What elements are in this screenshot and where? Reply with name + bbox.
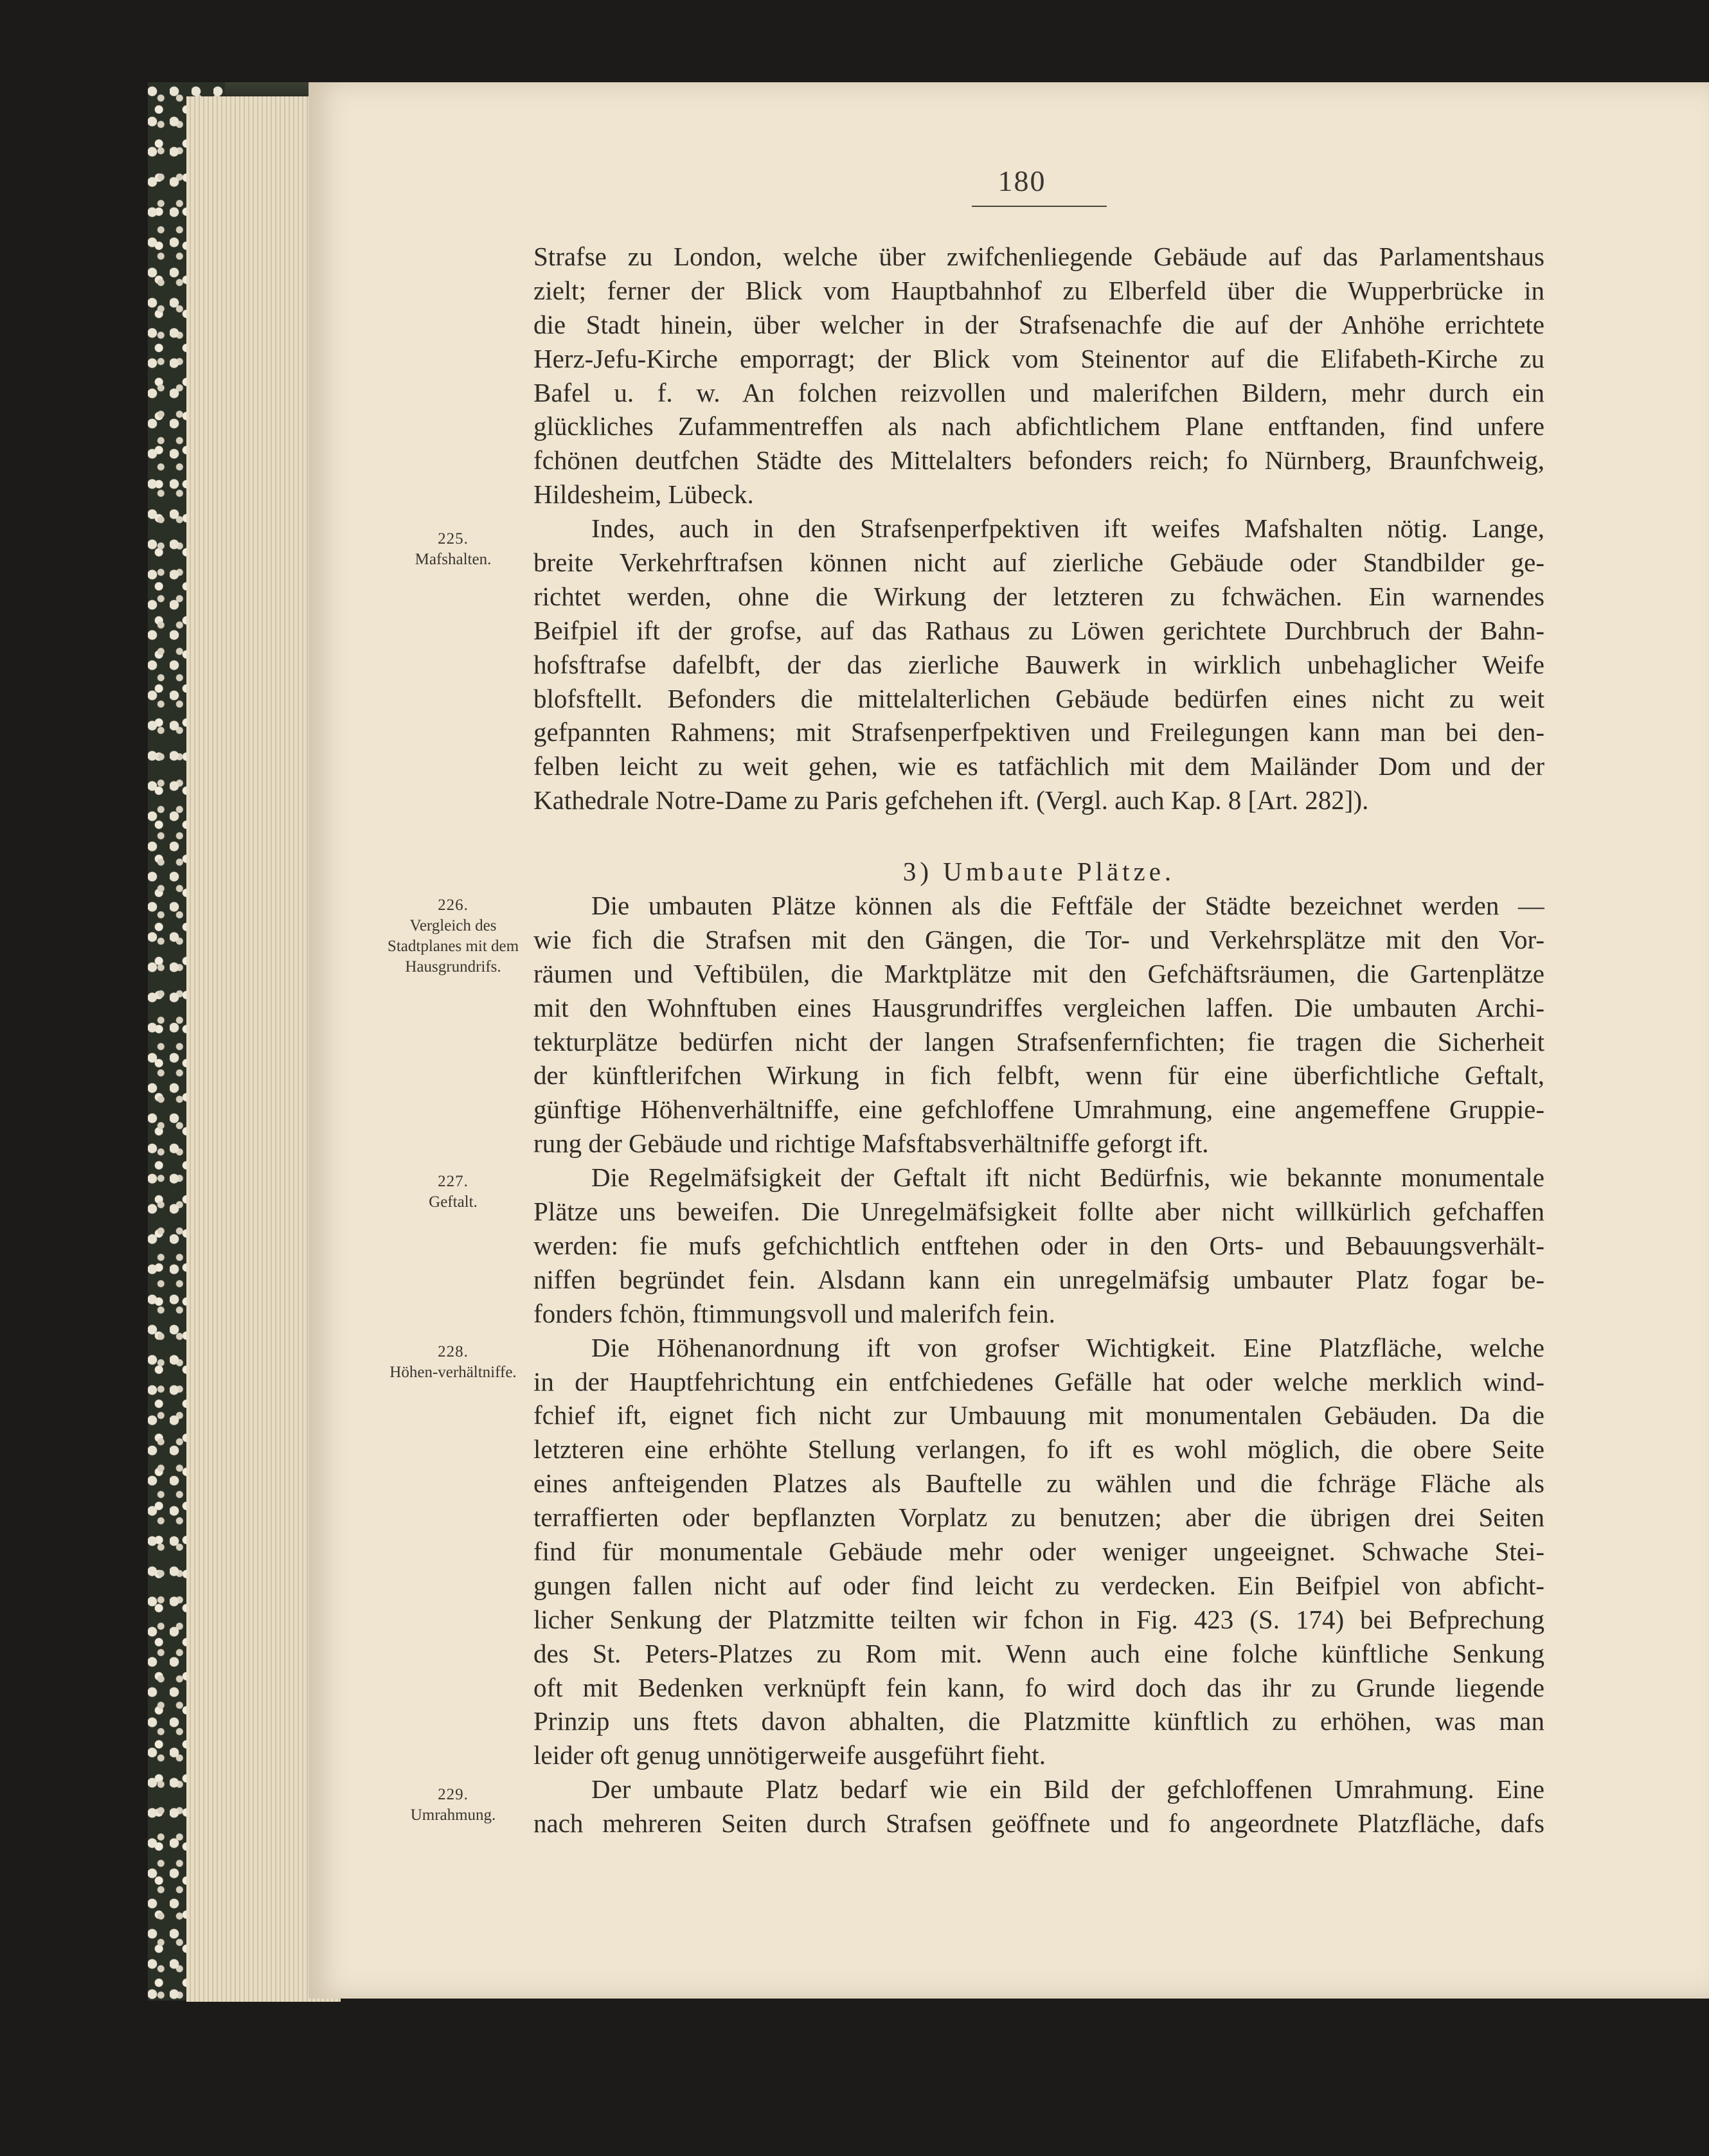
text-line: des St. Peters-Platzes zu Rom mit. Wenn auch eine folche künftliche Senkung <box>533 1638 1544 1668</box>
margin-note-label: Umrahmung. <box>410 1806 496 1824</box>
margin-note-label: Mafshalten. <box>415 551 492 568</box>
text-line: Prinzip uns ftets davon abhalten, die Platzmitte künftlich zu erhöhen, was man <box>533 1706 1544 1736</box>
text-line: fonders fchön, ftimmungsvoll und malerifch fein. <box>533 1298 1055 1328</box>
text-line: breite Verkehrftrafsen können nicht auf zierliche Gebäude oder Standbilder ge- <box>533 548 1544 578</box>
text-line: mit den Wohnftuben eines Hausgrundriffes vergleichen laffen. Die umbauten Archi- <box>533 992 1544 1022</box>
text-line: gungen fallen nicht auf oder find leicht zu verdecken. Ein Beifpiel von abficht- <box>533 1570 1544 1600</box>
text-line: die Stadt hinein, über welcher in der Strafsenachfe die auf der Anhöhe errichtete <box>533 309 1544 339</box>
page-number-rule <box>972 206 1107 207</box>
paragraph-1 <box>533 240 1544 512</box>
text-line: räumen und Veftibülen, die Marktplätze mit den Gefchäftsräumen, die Gartenplätze <box>533 958 1544 988</box>
margin-note-label: Geftalt. <box>429 1193 478 1211</box>
text-line: richtet werden, ohne die Wirkung der letzteren zu fchwächen. Ein warnendes <box>533 581 1544 611</box>
text-line: oft mit Bedenken verknüpft fein kann, fo wird doch das ihr zu Grunde liegende <box>533 1672 1544 1702</box>
text-line: blofsftellt. Befonders die mittelalterlichen Gebäude bedürfen eines nicht zu weit <box>533 683 1544 713</box>
text-line: Strafse zu London, welche über zwifchenliegende Gebäude auf das Parlamentshaus <box>533 242 1544 271</box>
text-line: nach mehreren Seiten durch Strafsen geöffnete und fo angeordnete Platzfläche, dafs <box>533 1808 1544 1839</box>
margin-note-number: 227. <box>438 1173 469 1190</box>
paragraph-5 <box>533 1331 1544 1773</box>
margin-note-227 <box>386 1172 521 1213</box>
margin-note-226 <box>386 895 521 977</box>
section-heading: 3) Umbaute Plätze. <box>902 857 1176 887</box>
text-line: werden: fie mufs gefchichtlich entftehen oder in den Orts- und Bebauungsverhält- <box>533 1230 1544 1260</box>
text-line: Die Höhenanordnung ift von grofser Wichtigkeit. Eine Platzfläche, welche <box>591 1332 1544 1362</box>
margin-note-228 <box>386 1342 521 1383</box>
text-line: in der Hauptfehrichtung ein entfchiedenes Gefälle hat oder welche merklich wind- <box>533 1366 1544 1396</box>
text-line: günftige Höhenverhältniffe, eine gefchloffene Umrahmung, eine angemeffene Gruppie- <box>533 1094 1544 1125</box>
text-line: terraffierten oder bepflanzten Vorplatz zu benutzen; aber die übrigen drei Seiten <box>533 1502 1544 1533</box>
paragraph-3 <box>533 889 1544 1161</box>
text-line: tekturplätze bedürfen nicht der langen Strafsenfernfichten; fie tragen die Sicherheit <box>533 1026 1544 1056</box>
margin-note-225 <box>386 529 521 570</box>
text-line: Hildesheim, Lübeck. <box>533 479 754 510</box>
text-line: Die umbauten Plätze können als die Feftfäle der Städte bezeichnet werden — <box>591 891 1544 921</box>
text-line: felben leicht zu weit gehen, wie es tatfächlich mit dem Mailänder Dom und der <box>533 751 1544 781</box>
text-line: Plätze uns beweifen. Die Unregelmäfsigkeit follte aber nicht willkürlich gefchaffen <box>533 1197 1544 1227</box>
margin-note-number: 228. <box>438 1343 469 1360</box>
text-line: licher Senkung der Platzmitte teilten wir fchon in Fig. 423 (S. 174) bei Befprechung <box>533 1604 1544 1634</box>
text-line: Indes, auch in den Strafsenperfpektiven ift weifes Mafshalten nötig. Lange, <box>591 513 1544 544</box>
text-line: glückliches Zufammentreffen als nach abfichtlichem Plane entftanden, find unfere <box>533 411 1544 441</box>
text-line: eines anfteigenden Platzes als Bauftelle zu wählen und die fchräge Fläche als <box>533 1468 1544 1499</box>
body-text <box>533 240 1544 1840</box>
page-number: 180 <box>998 165 1046 197</box>
text-line: hofsftrafse dafelbft, der das zierliche Bauwerk in wirklich unbehaglicher Weife <box>533 649 1544 679</box>
paragraph-4 <box>533 1161 1544 1330</box>
text-line: fchönen deutfchen Städte des Mittelalters befonders reich; fo Nürnberg, Braunfchweig, <box>533 445 1544 476</box>
text-line: Die Regelmäfsigkeit der Geftalt ift nicht Bedürfnis, wie bekannte monumentale <box>591 1163 1544 1193</box>
margin-note-number: 226. <box>438 896 469 914</box>
text-line: rung der Gebäude und richtige Mafsftabsverhältniffe geforgt ift. <box>533 1128 1209 1159</box>
margin-note-label: Vergleich des Stadtplanes mit dem Hausgrundrifs. <box>387 917 519 976</box>
text-line: Beifpiel ift der grofse, auf das Rathaus zu Löwen gerichtete Durchbruch der Bahn- <box>533 615 1544 645</box>
text-line: find für monumentale Gebäude mehr oder weniger ungeeignet. Schwache Stei- <box>533 1536 1544 1566</box>
text-line: Kathedrale Notre-Dame zu Paris gefchehen ift. (Vergl. auch Kap. 8 [Art. 282]). <box>533 785 1369 815</box>
margin-note-number: 225. <box>438 530 469 548</box>
paragraph-2 <box>533 512 1544 817</box>
text-line: letzteren eine erhöhte Stellung verlangen, fo ift es wohl möglich, die obere Seite <box>533 1434 1544 1465</box>
text-line: Herz-Jefu-Kirche emporragt; der Blick vom Steinentor auf die Elifabeth-Kirche zu <box>533 343 1544 373</box>
margin-note-number: 229. <box>438 1786 469 1803</box>
text-line: niffen begründet fein. Alsdann kann ein unregelmäfsig umbauter Platz fogar be- <box>533 1264 1544 1294</box>
paragraph-6 <box>533 1772 1544 1840</box>
text-line: Bafel u. f. w. An folchen reizvollen und malerifchen Bildern, mehr durch ein <box>533 377 1544 407</box>
text-line: Der umbaute Platz bedarf wie ein Bild der gefchloffenen Umrahmung. Eine <box>591 1774 1544 1804</box>
text-line: leider oft genug unnötigerweife ausgeführt fieht. <box>533 1740 1046 1770</box>
text-line: fchief ift, eignet fich nicht zur Umbauung mit monumentalen Gebäuden. Da die <box>533 1400 1544 1430</box>
text-line: zielt; ferner der Blick vom Hauptbahnhof zu Elberfeld über die Wupperbrücke in <box>533 275 1544 305</box>
margin-note-229 <box>386 1785 521 1826</box>
text-line: wie fich die Strafsen mit den Gängen, die Tor- und Verkehrsplätze mit den Vor- <box>533 924 1544 954</box>
margin-note-label: Höhen-verhältniffe. <box>389 1364 517 1381</box>
text-line: gefpannten Rahmens; mit Strafsenperfpektiven und Freilegungen kann man bei den- <box>533 717 1544 747</box>
text-line: der künftlerifchen Wirkung in fich felbft, wenn für eine überfichtliche Geftalt, <box>533 1060 1544 1091</box>
